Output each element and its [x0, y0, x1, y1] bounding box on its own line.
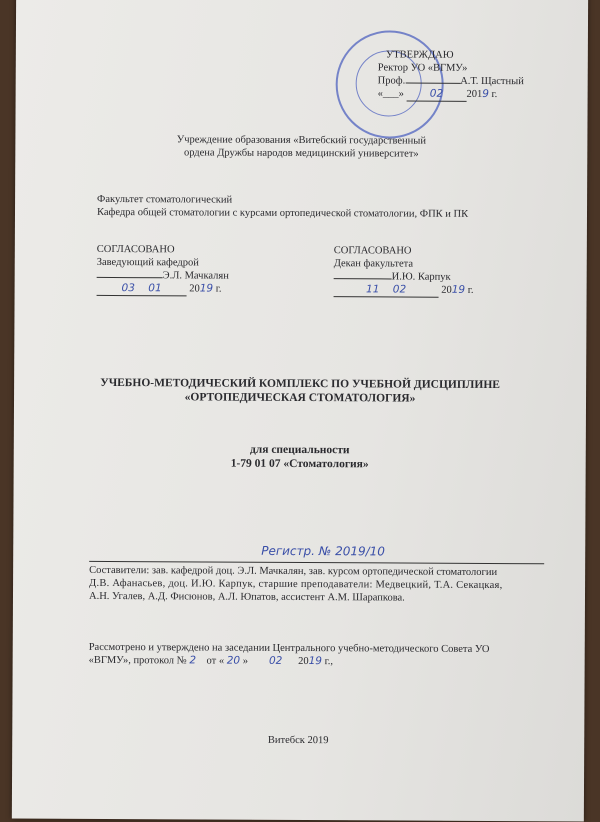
approval-line-1: Рассмотрено и утверждено на заседании Центрального учебно-методического Совета УО	[88, 641, 490, 655]
institution-line-2: ордена Дружбы народов медицинский университет»	[183, 147, 419, 160]
specialty-line-1: для специальности	[249, 443, 350, 457]
faculty: Факультет стоматологический	[97, 193, 233, 206]
approve-prof: Проф. А.Т. Щастный	[377, 75, 524, 88]
authors-line-2: Д.В. Афанасьев, доц. И.Ю. Карпук, старшие преподаватели: Медвецкий, Т.А. Секацкая,	[89, 577, 503, 592]
city-year: Витебск 2019	[267, 734, 329, 747]
doc-title-line-2: «ОРТОПЕДИЧЕСКАЯ СТОМАТОЛОГИЯ»	[184, 391, 416, 405]
approve-rector: Ректор УО «ВГМУ»	[377, 62, 468, 74]
authors-line-3: А.Н. Угалев, А.Д. Фисюнов, А.Л. Юпатов, ассистент А.М. Шарапкова.	[88, 590, 405, 604]
agreed-left-role: Заведующий кафедрой	[96, 256, 199, 269]
agreed-left-name: Э.Л. Мачкалян	[97, 269, 229, 283]
register-number: Регистр. № 2019/10	[261, 543, 385, 559]
department: Кафедра общей стоматологии с курсами ортопедической стоматологии, ФПК и ПК	[96, 206, 469, 220]
document-page	[12, 0, 588, 821]
specialty-line-2: 1-79 01 07 «Стоматология»	[230, 457, 369, 471]
approval-line-2: «ВГМУ», протокол № 2 от « 20 » 02 2019 г.,	[88, 654, 333, 668]
agreed-right-date: 11 02 2019 г.	[334, 283, 474, 298]
agreed-right-name: И.Ю. Карпук	[334, 270, 451, 284]
agreed-left-title: СОГЛАСОВАНО	[96, 243, 175, 256]
authors-line-1: Составители: зав. кафедрой доц. Э.Л. Мачкалян, зав. курсом ортопедической стоматологии	[89, 564, 498, 579]
approve-title: УТВЕРЖДАЮ	[385, 49, 454, 61]
agreed-right-role: Декан факультета	[333, 258, 414, 270]
doc-title-line-1: УЧЕБНО-МЕТОДИЧЕСКИЙ КОМПЛЕКС ПО УЧЕБНОЙ ДИСЦИПЛИНЕ	[100, 376, 500, 392]
institution-line-1: Учреждение образования «Витебский государственный	[176, 134, 426, 147]
agreed-right-title: СОГЛАСОВАНО	[333, 245, 412, 257]
approve-date: «___» 02 2019 г.	[377, 87, 498, 101]
agreed-left-date: 03 01 2019 г.	[97, 282, 222, 297]
